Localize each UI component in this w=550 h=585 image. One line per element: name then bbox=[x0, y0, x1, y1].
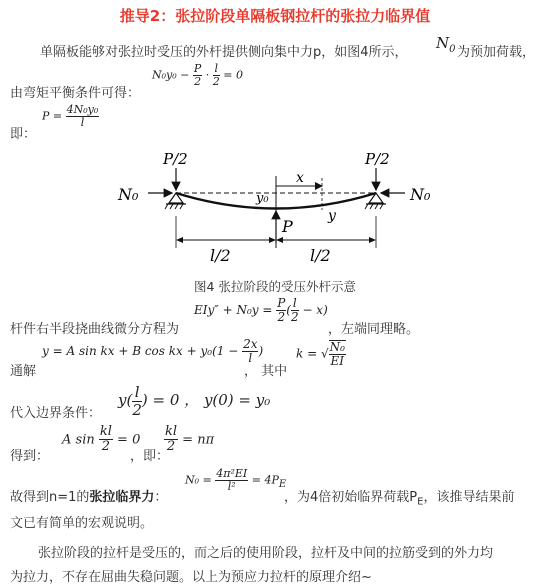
boundary-label: 代入边界条件： bbox=[10, 406, 102, 421]
result-eq-2: $\frac{kl}{2}$ = nπ bbox=[165, 424, 215, 455]
k-definition: k = √ $\frac{\text{N₀}}{EI}$ bbox=[296, 340, 345, 369]
force-label-left: N₀ bbox=[118, 185, 139, 204]
dim-label-left: l/2 bbox=[210, 246, 231, 265]
critical-force-text: 故得到n=1的张拉临界力： bbox=[10, 490, 168, 505]
general-solution-eq: y = A sin kx + B cos kx + y₀(1 − $\frac{2x}{l}$ ) bbox=[42, 337, 264, 366]
general-solution-mid: ， 其中 bbox=[244, 364, 288, 379]
equation-p: P = $\frac{\text{4N₀y₀}}{l}$ bbox=[42, 103, 99, 130]
critical-force-line2: 文已有简单的宏观说明。 bbox=[10, 516, 154, 531]
diff-eq-after: ，左端同理略。 bbox=[328, 322, 420, 337]
center-force-label: P bbox=[282, 217, 293, 236]
general-solution-label: 通解 bbox=[10, 364, 37, 379]
force-label-right: N₀ bbox=[410, 185, 431, 204]
x-label: x bbox=[296, 170, 304, 186]
load-label-left: P/2 bbox=[163, 150, 188, 168]
closing-line-1: 张拉阶段的拉杆是受压的，而之后的使用阶段，拉杆及中间的拉筋受到的外力均 bbox=[38, 546, 494, 561]
ji-label: 即： bbox=[10, 127, 37, 142]
n0-symbol: $N_0$ bbox=[436, 34, 456, 55]
y0-label: y₀ bbox=[256, 191, 269, 206]
dim-label-right: l/2 bbox=[310, 246, 331, 265]
critical-force-after: ，为4倍初始临界荷载$P_E$，该推导结果前 bbox=[284, 490, 515, 508]
beam-figure bbox=[110, 148, 440, 273]
intro-text-1: 单隔板能够对张拉时受压的外杆提供侧向集中力p，如图4所示， bbox=[40, 45, 408, 60]
moment-balance-text: 由弯矩平衡条件可得： bbox=[10, 86, 141, 101]
boundary-eq: y( $\frac{l}{2}$ ) = 0 ， y(0) = y₀ bbox=[118, 383, 271, 419]
intro-paragraph bbox=[40, 41, 408, 60]
load-label-right: P/2 bbox=[365, 150, 390, 168]
critical-force-eq: N₀ = $\frac{\text{4π²EI}}{\text{l²}}$ = $4P_E$ bbox=[185, 467, 287, 494]
figure-caption: 图4 张拉阶段的受压外杆示意 bbox=[194, 279, 356, 294]
result-label: 得到： bbox=[10, 449, 50, 464]
critical-force-term: 张拉临界力 bbox=[89, 490, 155, 505]
diff-eq-text: 杆件右半段挠曲线微分方程为 bbox=[10, 322, 180, 337]
y-label: y bbox=[328, 208, 336, 224]
result-mid: ，即： bbox=[130, 449, 170, 464]
intro-text-2: 为预加荷载， bbox=[457, 45, 536, 60]
diff-equation: EIy″ + N₀y = $\frac{P}{2}$ ( $\frac{l}{2}$ − x) bbox=[194, 296, 328, 325]
result-eq-1: A sin $\frac{kl}{2}$ = 0 bbox=[62, 424, 141, 455]
section-title: 推导2：张拉阶段单隔板钢拉杆的张拉力临界值 bbox=[119, 7, 431, 25]
equation-moment: N₀y₀ − $\frac{P}{2}$ · $\frac{l}{2}$ = 0 bbox=[152, 62, 243, 89]
closing-line-2: 为拉力，不存在屈曲失稳问题。以上为预应力拉杆的原理介绍~ bbox=[10, 570, 372, 585]
